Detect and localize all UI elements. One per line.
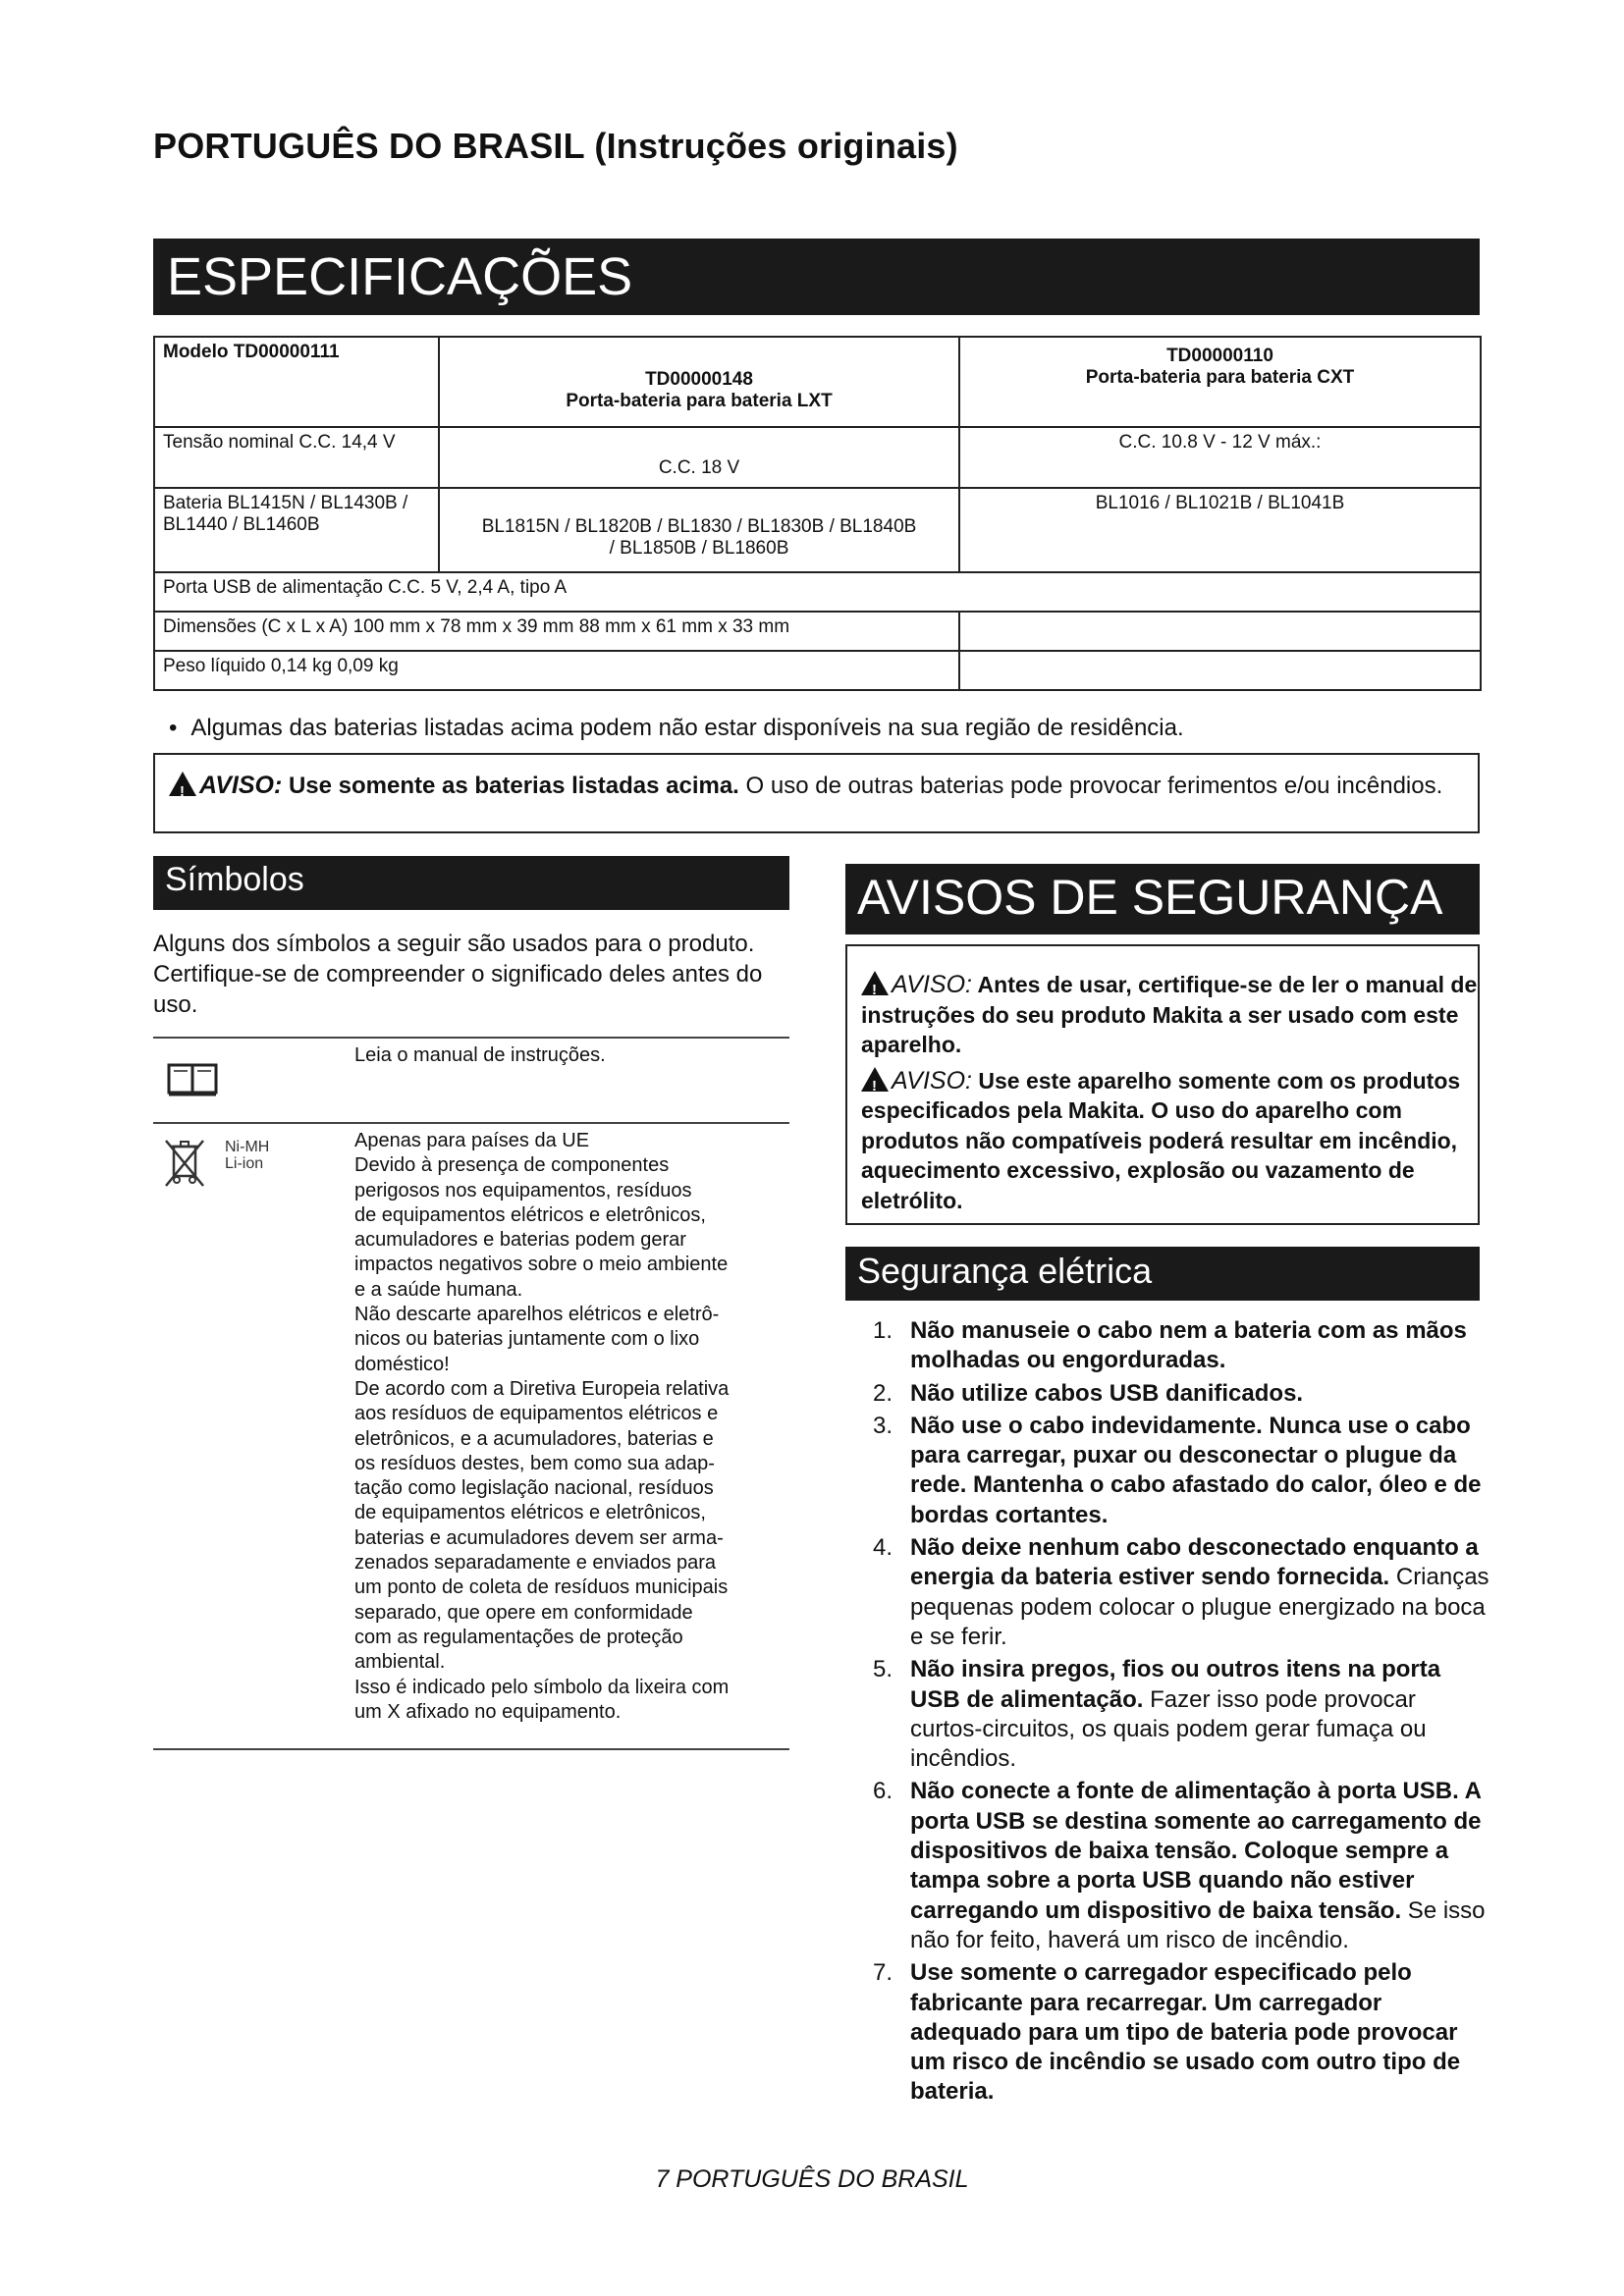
- safety-warnings-heading: AVISOS DE SEGURANÇA: [845, 864, 1480, 934]
- rule-number: 7.: [873, 1959, 893, 1987]
- crossed-bin-icon: [162, 1137, 207, 1190]
- spec-dimensions-empty: [959, 612, 1481, 651]
- spec-row-battery: [154, 488, 1481, 572]
- safety-rule: [845, 1412, 1493, 1530]
- weee-line: nicos ou baterias juntamente com o lixo: [354, 1328, 700, 1351]
- battery-type-badge: [225, 1139, 269, 1172]
- safety-rule: [845, 1379, 1493, 1409]
- symbol-weee-text: [354, 1129, 729, 1725]
- book-icon: [167, 1063, 218, 1096]
- safety-rule: [845, 1533, 1493, 1652]
- rule-bold-text: Não manuseie o cabo nem a bateria com as mãos molhadas ou engorduradas.: [910, 1317, 1467, 1374]
- warning-word: AVISO:: [199, 772, 283, 799]
- bullet: •: [169, 715, 178, 741]
- weee-line: zenados separadamente e enviados para: [354, 1552, 717, 1575]
- weee-line: perigosos nos equipamentos, resíduos: [354, 1179, 692, 1201]
- spec-model-col3: [959, 337, 1481, 427]
- rule-number: 5.: [873, 1656, 893, 1683]
- note-text: Algumas das baterias listadas acima podem não estar disponíveis na sua região de residência.: [190, 715, 1184, 741]
- spec-battery-col3: BL1016 / BL1021B / BL1041B: [959, 488, 1481, 572]
- weee-line: e a saúde humana.: [354, 1278, 523, 1301]
- weee-line: De acordo com a Diretiva Europeia relativa: [354, 1377, 730, 1400]
- symbols-bottom-divider: [153, 1748, 789, 1750]
- safety-warning-1: [861, 968, 1478, 1060]
- safety-warning-text: Use este aparelho somente com os produtos especificados pela Makita. O uso do aparelho com produtos não compatíveis poderá resultar em incêndio, aquecimento excessivo, explosão ou vazamento de eletrólito.: [861, 1067, 1461, 1213]
- electrical-safety-rules: [845, 1316, 1493, 2110]
- weee-line: Não descarte aparelhos elétricos e eletrô-: [354, 1304, 720, 1326]
- spec-voltage-col2: C.C. 18 V: [439, 427, 959, 488]
- safety-rule: [845, 1316, 1493, 1376]
- rule-bold-text: Não conecte a fonte de alimentação à porta USB. A porta USB se destina somente ao carregamento de dispositivos de baixa tensão. Coloque sempre a tampa sobre a porta USB quando não estiver carregando um dispositivo de baixa tensão.: [910, 1778, 1482, 1924]
- model-code-lxt: TD00000148: [645, 369, 753, 390]
- rule-bold-text: Não use o cabo indevidamente. Nunca use o cabo para carregar, puxar ou desconectar o plugue da rede. Mantenha o cabo afastado do calor, óleo e de bordas cortantes.: [910, 1412, 1482, 1528]
- warning-word: AVISO:: [892, 971, 972, 998]
- weee-line: doméstico!: [354, 1353, 450, 1375]
- language-title: PORTUGUÊS DO BRASIL (Instruções originais): [153, 126, 958, 166]
- rule-bold-text: Use somente o carregador especificado pelo fabricante para recarregar. Um carregador adequado para um tipo de bateria pode provocar um risco de incêndio se usado com outro tipo de bateria.: [910, 1959, 1461, 2106]
- rule-number: 6.: [873, 1778, 893, 1805]
- spec-row-model: [154, 337, 1481, 427]
- rule-number: 3.: [873, 1412, 893, 1439]
- weee-line: eletrônicos, e a acumuladores, baterias e: [354, 1427, 714, 1450]
- spec-voltage-col3: C.C. 10.8 V - 12 V máx.:: [959, 427, 1481, 488]
- spec-voltage-label: Tensão nominal C.C. 14,4 V: [154, 427, 439, 488]
- weee-line: Devido à presença de componentes: [354, 1154, 670, 1177]
- weee-line: tação como legislação nacional, resíduos: [354, 1477, 714, 1500]
- symbols-divider: [153, 1122, 789, 1124]
- rule-text: Se isso não for feito, haverá um risco de incêndio.: [910, 1896, 1486, 1953]
- safety-warnings-box: [845, 944, 1480, 1225]
- badge-liion: Li-ion: [225, 1155, 264, 1172]
- weee-line: baterias e acumuladores devem ser arma-: [354, 1526, 724, 1549]
- battery-availability-note: [169, 715, 1184, 742]
- weee-line: ambiental.: [354, 1651, 446, 1674]
- rule-number: 4.: [873, 1534, 893, 1562]
- symbols-intro: Alguns dos símbolos a seguir são usados para o produto. Certifique-se de compreender o significado deles antes do uso.: [153, 931, 763, 1018]
- symbol-book-text: Leia o manual de instruções.: [354, 1044, 606, 1066]
- safety-rule: [845, 1958, 1493, 2107]
- weee-line: impactos negativos sobre o meio ambiente: [354, 1254, 729, 1276]
- spec-dimensions-label: Dimensões (C x L x A) 100 mm x 78 mm x 39 mm 88 mm x 61 mm x 33 mm: [154, 612, 959, 651]
- warning-bold-text: Use somente as baterias listadas acima.: [288, 773, 739, 799]
- spec-model-label: Modelo TD00000111: [154, 337, 439, 427]
- rule-number: 2.: [873, 1379, 893, 1407]
- safety-warning-text: Antes de usar, certifique-se de ler o manual de instruções do seu produto Makita a ser usado com este aparelho.: [861, 972, 1478, 1057]
- warning-word: AVISO:: [892, 1066, 972, 1095]
- spec-weight-empty: [959, 651, 1481, 690]
- badge-nimh: Ni-MH: [225, 1139, 270, 1155]
- warning-triangle-icon: [861, 1067, 889, 1092]
- electrical-safety-heading: Segurança elétrica: [845, 1247, 1480, 1301]
- spec-row-dimensions: [154, 612, 1481, 651]
- model-name-lxt: Porta-bateria para bateria LXT: [566, 391, 833, 411]
- battery-warning-box: [153, 753, 1480, 833]
- rule-text: Crianças pequenas podem colocar o plugue energizado na boca e se ferir.: [910, 1564, 1489, 1650]
- specifications-table: [153, 336, 1482, 691]
- rule-bold-text: Não utilize cabos USB danificados.: [910, 1379, 1304, 1407]
- rule-bold-text: Não deixe nenhum cabo desconectado enquanto a energia da bateria estiver sendo fornecida.: [910, 1534, 1479, 1591]
- spec-row-voltage: [154, 427, 1481, 488]
- spec-row-weight: [154, 651, 1481, 690]
- symbols-divider: [153, 1037, 789, 1039]
- weee-line: acumuladores e baterias podem gerar: [354, 1229, 686, 1252]
- weee-line: os resíduos destes, bem como sua adap-: [354, 1452, 715, 1474]
- symbols-heading: Símbolos: [153, 856, 789, 910]
- warning-triangle-icon: [169, 772, 196, 796]
- spec-usb-label: Porta USB de alimentação C.C. 5 V, 2,4 A, tipo A: [154, 572, 1481, 612]
- spec-battery-label: Bateria BL1415N / BL1430B / BL1440 / BL1460B: [154, 488, 439, 572]
- weee-line: com as regulamentações de proteção: [354, 1626, 683, 1648]
- weee-line: aos resíduos de equipamentos elétricos e: [354, 1403, 719, 1425]
- model-name-cxt: Porta-bateria para bateria CXT: [1085, 367, 1355, 388]
- rule-bold-text: Não insira pregos, fios ou outros itens na porta USB de alimentação.: [910, 1656, 1441, 1713]
- weee-line: de equipamentos elétricos e eletrônicos,: [354, 1502, 706, 1524]
- specifications-heading: ESPECIFICAÇÕES: [153, 239, 1480, 315]
- warning-triangle-icon: [861, 971, 889, 995]
- warning-text: O uso de outras baterias pode provocar ferimentos e/ou incêndios.: [745, 773, 1443, 799]
- safety-warning-2: [861, 1064, 1478, 1216]
- weee-line: Isso é indicado pelo símbolo da lixeira com: [354, 1676, 730, 1698]
- model-code-cxt: TD00000110: [1166, 346, 1273, 366]
- rule-number: 1.: [873, 1317, 893, 1344]
- page-footer: 7 PORTUGUÊS DO BRASIL: [655, 2165, 969, 2193]
- spec-model-col2: [439, 337, 959, 427]
- weee-line: um X afixado no equipamento.: [354, 1700, 622, 1723]
- weee-line: separado, que opere em conformidade: [354, 1601, 693, 1624]
- spec-weight-label: Peso líquido 0,14 kg 0,09 kg: [154, 651, 959, 690]
- weee-line: Apenas para países da UE: [354, 1130, 590, 1151]
- safety-rule: [845, 1655, 1493, 1774]
- weee-line: um ponto de coleta de resíduos municipais: [354, 1576, 729, 1599]
- rule-text: Fazer isso pode provocar curtos-circuitos, os quais podem gerar fumaça ou incêndios.: [910, 1685, 1427, 1773]
- weee-line: de equipamentos elétricos e eletrônicos,: [354, 1203, 706, 1226]
- safety-rule: [845, 1777, 1493, 1955]
- spec-row-usb: [154, 572, 1481, 612]
- spec-battery-col2: BL1815N / BL1820B / BL1830 / BL1830B / BL1840B / BL1850B / BL1860B: [439, 488, 959, 572]
